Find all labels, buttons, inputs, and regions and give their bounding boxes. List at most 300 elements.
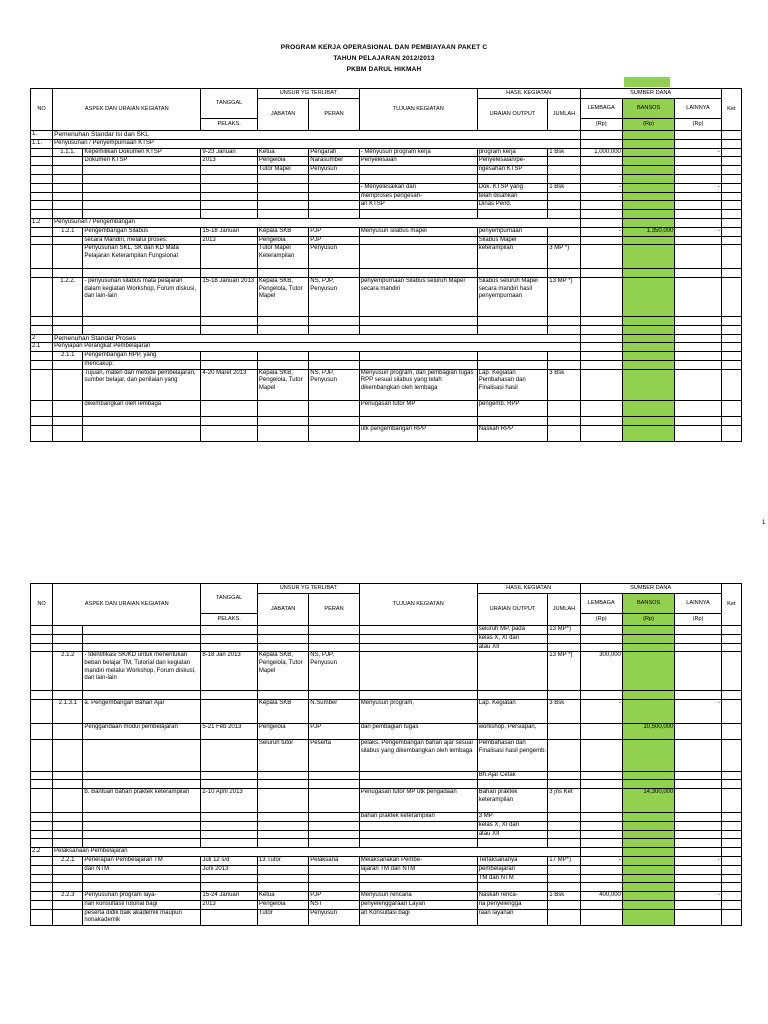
output-description: kelas X, XI dan [477,821,548,830]
program-table-page-1 [30,88,742,442]
header-peran: PERAN [309,99,359,131]
output-description: penyempurnaan [477,227,548,236]
ket-cell [721,401,741,417]
role-cell [309,771,359,780]
lembaga-amount [580,643,622,652]
output-description: Bh.Ajar Cetak [477,771,548,780]
row-number [31,325,53,334]
position-cell: Kepala SKB [257,700,308,724]
table-row [31,334,742,343]
header-jabatan: JABATAN [257,594,308,626]
activity-description: mencakup: [83,360,201,369]
date-cell [201,626,257,635]
bansos-amount [622,352,674,361]
activity-description [83,316,201,325]
bansos-amount [622,401,674,417]
activity-description: a. Pengembangan Bahan Ajar [83,700,201,724]
header-no: NO [31,584,53,626]
lembaga-amount: - [580,856,622,865]
sub-number [53,883,83,892]
row-number [31,401,53,417]
bansos-amount [622,192,674,201]
table-row [31,634,742,643]
table-row [31,352,742,361]
header-unsur: UNSUR YG TERLIBAT [257,89,359,99]
lainnya-amount: - [675,856,721,865]
activity-description: Penyusunan program laya- [83,892,201,901]
activity-description [83,183,201,192]
lainnya-amount [675,830,721,839]
position-cell: Kepala SKB, Pengelola, Tutor Mapel [257,369,308,400]
table-row [31,201,742,210]
activity-description [83,210,201,219]
lainnya-amount [675,360,721,369]
table-row [31,643,742,652]
header-pelaks: PELAKS. [201,119,257,131]
role-cell: Peserta [309,740,359,771]
activity-description: Penyusunan SKL, SK dan KD Mata Pelajaran Keterampilan Fungsional [83,245,201,269]
bansos-amount [622,909,674,925]
output-description: Lap. Kegiatan [477,700,548,724]
role-cell [309,830,359,839]
ket-cell [721,157,741,166]
quantity-cell [548,909,580,925]
role-cell [309,360,359,369]
objective-cell [359,236,477,245]
table-row [31,821,742,830]
role-cell [309,812,359,821]
bansos-amount [622,417,674,426]
title-line-2: TAHUN PELAJARAN 2012/2013 [333,55,435,62]
activity-description: nan konsultasi/Tutorial bagi [83,900,201,909]
sub-number [53,780,83,789]
bansos-cell [622,343,674,352]
lainnya-amount [675,883,721,892]
objective-cell [359,883,477,892]
table-row [31,812,742,821]
date-cell [201,780,257,789]
row-number: 2 [31,334,53,343]
activity-description [83,174,201,183]
bansos-amount [622,652,674,691]
date-cell [201,830,257,839]
position-cell: Kepala SKB, Pengelola, Tutor Mapel [257,652,308,691]
row-number [31,723,53,739]
lainnya-amount [675,900,721,909]
objective-cell: penyelenggaraan Layan [359,900,477,909]
header-no: NO [31,89,53,131]
role-cell [309,634,359,643]
output-description: 3 MP [477,812,548,821]
sub-number [53,865,83,874]
role-cell: Penyusun [309,166,359,175]
output-description [477,210,548,219]
lembaga-amount [580,771,622,780]
lembaga-amount [580,839,622,848]
date-cell: 2013 [201,236,257,245]
table-row [31,183,742,192]
date-cell [201,166,257,175]
activity-description [83,780,201,789]
quantity-cell [548,210,580,219]
header-bansos: BANSOS [622,99,674,119]
sub-number [53,740,83,771]
output-description [477,174,548,183]
lembaga-amount [580,360,622,369]
row-number [31,426,53,442]
output-description: telah disahkan [477,192,548,201]
quantity-cell [548,643,580,652]
table-row [31,626,742,635]
activity-description [83,634,201,643]
lainnya-amount [675,865,721,874]
date-cell: 4-20 Maret 2013 [201,369,257,400]
position-cell [257,360,308,369]
sub-number [53,771,83,780]
table-row [31,771,742,780]
sub-number: 1.1.1. [53,148,83,157]
row-number [31,369,53,400]
position-cell: 13 Tutor [257,856,308,865]
bansos-amount [622,700,674,724]
ket-cell [721,830,741,839]
lainnya-cell [675,139,721,148]
bansos-amount: 14,300,000 [622,789,674,813]
objective-cell [359,174,477,183]
objective-cell [359,360,477,369]
table-row [31,157,742,166]
role-cell [309,401,359,417]
quantity-cell [548,874,580,883]
date-cell [201,771,257,780]
objective-cell [359,269,477,278]
output-description: kelas X, XI dan [477,634,548,643]
date-cell: 15-18 Januari [201,227,257,236]
position-cell [257,201,308,210]
quantity-cell [548,723,580,739]
lainnya-amount [675,740,721,771]
header-sumber: SUMBER DANA [580,584,721,594]
section-title: Pemenuhan Standar Isi dan SKL [53,131,580,140]
row-number [31,626,53,635]
sub-number [53,874,83,883]
role-cell: Penyusun [309,909,359,925]
lainnya-amount [675,401,721,417]
lembaga-amount [580,874,622,883]
sub-number: 2.2.1 [53,856,83,865]
table-row [31,227,742,236]
position-cell [257,839,308,848]
quantity-cell [548,352,580,361]
objective-cell [359,691,477,700]
position-cell: Pengelola [257,236,308,245]
row-number [31,352,53,361]
table-row [31,723,742,739]
activity-description: - Identifikasi SK/KD untuk menentukan beban belajar TM, Tutorial dan kegiatan mandiri melalui Workshop, Forum diskusi, dan lain-lain [83,652,201,691]
header-peran: PERAN [309,594,359,626]
row-number [31,691,53,700]
lainnya-amount: - [675,892,721,901]
lembaga-amount [580,909,622,925]
bansos-amount [622,148,674,157]
bansos-amount [622,269,674,278]
header-ket: Ket [721,584,741,626]
lembaga-cell [580,218,622,227]
bansos-amount [622,201,674,210]
table-row [31,426,742,442]
bansos-amount [622,830,674,839]
output-description: program kerja [477,148,548,157]
role-cell: Pengarah [309,148,359,157]
table-row [31,865,742,874]
bansos-cell [622,131,674,140]
objective-cell: Menyusun program, [359,700,477,724]
role-cell [309,417,359,426]
position-cell [257,210,308,219]
date-cell [201,426,257,442]
row-number [31,174,53,183]
lainnya-amount [675,426,721,442]
bansos-amount [622,166,674,175]
position-cell [257,192,308,201]
bansos-amount [622,874,674,883]
bansos-amount [622,426,674,442]
quantity-cell [548,634,580,643]
ket-cell [721,874,741,883]
lembaga-amount [580,883,622,892]
objective-cell [359,643,477,652]
ket-cell [721,277,741,316]
table-row [31,343,742,352]
lembaga-amount [580,166,622,175]
date-cell [201,909,257,925]
sub-number: 1.2.2. [53,277,83,316]
section-title: Penyusunan / Penyempurnaan KTSP [53,139,580,148]
role-cell [309,183,359,192]
sub-number [53,426,83,442]
date-cell [201,700,257,724]
output-description: raan layanan [477,909,548,925]
row-number [31,227,53,236]
lembaga-amount [580,245,622,269]
role-cell: Pelaksana [309,856,359,865]
bansos-amount [622,691,674,700]
ket-cell [721,700,741,724]
table-row [31,218,742,227]
role-cell [309,865,359,874]
objective-cell [359,417,477,426]
objective-cell: memproses pengesah- [359,192,477,201]
sub-number [53,210,83,219]
bansos-cell [622,848,674,857]
output-description: Pembahasan dan Finalisasi hasil pengemb. [477,740,548,771]
role-cell [309,210,359,219]
date-cell: 2-10 April 2013 [201,789,257,813]
quantity-cell [548,812,580,821]
lainnya-amount [675,236,721,245]
lainnya-cell [675,334,721,343]
lainnya-amount [675,723,721,739]
lembaga-amount [580,812,622,821]
row-number [31,700,53,724]
bansos-cell [622,334,674,343]
row-number [31,839,53,848]
row-number [31,900,53,909]
lainnya-amount [675,210,721,219]
date-cell [201,634,257,643]
objective-cell: lajaran TM dan NTM [359,865,477,874]
quantity-cell [548,166,580,175]
row-number: 2.2 [31,848,53,857]
sub-number [53,174,83,183]
activity-description: Penggandaan modul pembelajaran [83,723,201,739]
quantity-cell [548,227,580,236]
role-cell [309,316,359,325]
table-row [31,277,742,316]
quantity-cell [548,269,580,278]
quantity-cell [548,325,580,334]
sub-number [53,900,83,909]
activity-description [83,830,201,839]
sub-number [53,245,83,269]
ket-cell [721,909,741,925]
quantity-cell [548,865,580,874]
row-number [31,316,53,325]
ket-cell [721,652,741,691]
bansos-amount [622,236,674,245]
lembaga-amount [580,174,622,183]
lainnya-amount [675,174,721,183]
row-number [31,830,53,839]
activity-description: peserta didik baik akademik maupun nonakademik [83,909,201,925]
bansos-amount [622,174,674,183]
date-cell [201,316,257,325]
activity-description: dikembangkan oleh lembaga [83,401,201,417]
lembaga-amount: - [580,183,622,192]
objective-cell: Menyusun program, dan pembagian tugas RPP sesuai silabus yang telah dikembangkan oleh lembaga [359,369,477,400]
row-number [31,883,53,892]
lainnya-amount [675,771,721,780]
output-description [477,316,548,325]
activity-description [83,201,201,210]
row-number [31,201,53,210]
row-number: 2.1 [31,343,53,352]
position-cell: Kepala SKB [257,227,308,236]
lembaga-amount: 1,000,000 [580,148,622,157]
lainnya-amount [675,812,721,821]
ket-cell [721,316,741,325]
table-row [31,909,742,925]
table-row [31,325,742,334]
lainnya-amount [675,691,721,700]
activity-description [83,839,201,848]
position-cell [257,401,308,417]
output-description: Naskah renca- [477,892,548,901]
quantity-cell: 1 Bsk [548,148,580,157]
quantity-cell [548,316,580,325]
table-row [31,131,742,140]
row-number [31,856,53,865]
row-number [31,277,53,316]
activity-description [83,166,201,175]
objective-cell: Penugasan tutor MP [359,401,477,417]
header-rp-bansos: (Rp) [622,119,674,131]
row-number [31,771,53,780]
position-cell: Pengelola [257,723,308,739]
header-rp-bansos: (Rp) [622,614,674,626]
lembaga-amount [580,426,622,442]
lembaga-amount [580,269,622,278]
date-cell [201,874,257,883]
sub-number [53,830,83,839]
output-description [477,652,548,691]
position-cell [257,865,308,874]
role-cell: NS, PJP, Penyusun [309,369,359,400]
bansos-amount [622,245,674,269]
row-number [31,821,53,830]
lainnya-amount [675,626,721,635]
objective-cell: an KTSP [359,201,477,210]
row-number [31,148,53,157]
sub-number: 2.1.2 [53,652,83,691]
position-cell [257,771,308,780]
role-cell: PJP [309,723,359,739]
section-title: Pelaksanaan Pembelajaran [53,848,580,857]
output-description [477,269,548,278]
ket-cell [721,883,741,892]
header-tanggal: TANGGAL [201,584,257,614]
date-cell [201,201,257,210]
ket-cell [721,360,741,369]
program-table-page-2 [30,583,742,926]
lainnya-amount: - [675,700,721,724]
role-cell: PJP [309,227,359,236]
ket-cell [721,691,741,700]
lembaga-cell [580,139,622,148]
position-cell: Pengelola [257,900,308,909]
table-row [31,360,742,369]
quantity-cell [548,780,580,789]
activity-description [83,812,201,821]
lainnya-amount: - [675,183,721,192]
table-row [31,369,742,400]
sub-number [53,839,83,848]
lainnya-amount [675,316,721,325]
activity-description [83,192,201,201]
objective-cell: - Menyusun program kerja [359,148,477,157]
bansos-amount [622,900,674,909]
quantity-cell [548,236,580,245]
position-cell: Seluruh tutor [257,740,308,771]
ket-cell [721,131,741,140]
position-cell: Ketua [257,148,308,157]
position-cell: Pengelola [257,157,308,166]
bansos-amount [622,626,674,635]
activity-description: Kepemilikan Dokumen KTSP [83,148,201,157]
date-cell [201,192,257,201]
lainnya-amount [675,192,721,201]
sub-number [53,691,83,700]
table-row [31,856,742,865]
sub-number [53,723,83,739]
bansos-amount [622,883,674,892]
ket-cell [721,821,741,830]
lembaga-amount [580,369,622,400]
row-number [31,166,53,175]
lainnya-amount [675,352,721,361]
lembaga-amount [580,723,622,739]
position-cell [257,426,308,442]
